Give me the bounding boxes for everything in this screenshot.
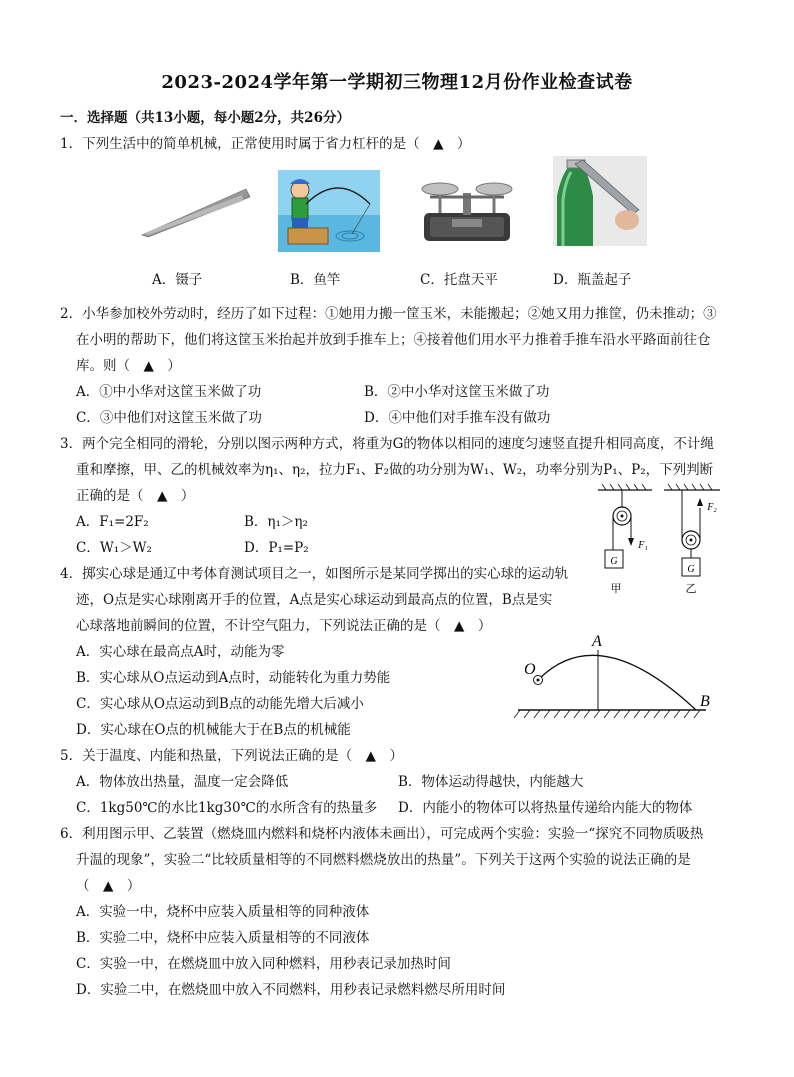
- page-title: 2023-2024学年第一学期初三物理12月份作业检查试卷: [161, 72, 633, 93]
- q5-option-b: B．物体运动得越快，内能越大: [398, 774, 584, 790]
- q2-option-d: D．④中他们对手推车没有做功: [364, 410, 551, 426]
- q3-option-c: C．W₁＞W₂: [76, 540, 152, 556]
- tweezers-image: [138, 185, 252, 241]
- q3-option-b: B．η₁＞η₂: [244, 514, 308, 530]
- q1-option-a: A．镊子: [152, 272, 203, 288]
- question-3-line-1: 3．两个完全相同的滑轮，分别以图示两种方式，将重为G的物体以相同的速度匀速竖直提升相同高度，不计绳: [60, 436, 714, 452]
- question-4-line-1: 4．掷实心球是通辽中考体育测试项目之一，如图所示是某同学掷出的实心球的运动轨: [60, 566, 569, 582]
- q2-option-b: B．②中小华对这筐玉米做了功: [364, 384, 550, 400]
- g-label-2: G: [687, 564, 695, 575]
- q3-option-d: D．P₁=P₂: [244, 540, 309, 556]
- question-1-stem: 1．下列生活中的简单机械，正常使用时属于省力杠杆的是（ ▲ ）: [60, 136, 471, 152]
- f2-label: F₂: [707, 502, 717, 513]
- q6-option-d: D．实验二中，在燃烧皿中放入不同燃料，用秒表记录燃料燃尽所用时间: [76, 982, 506, 998]
- q1-option-b: B．鱼竿: [290, 272, 341, 288]
- q6-option-a: A．实验一中，烧杯中应装入质量相等的同种液体: [76, 904, 370, 920]
- figure-label-yi: 乙: [685, 582, 697, 595]
- point-b-label: B: [700, 693, 710, 710]
- point-a-label: A: [592, 633, 602, 650]
- q1-option-c: C．托盘天平: [420, 272, 498, 288]
- question-3-line-2: 重和摩擦，甲、乙的机械效率为η₁、η₂，拉力F₁、F₂做的功分别为W₁、W₂，功率分别为P₁、P₂，下列判断: [76, 462, 714, 478]
- f1-label: F₁: [638, 540, 648, 551]
- g-label-1: G: [610, 556, 618, 567]
- question-2-line-3: 库。则（ ▲ ）: [76, 358, 181, 374]
- question-5-stem: 5．关于温度、内能和热量，下列说法正确的是（ ▲ ）: [60, 748, 403, 764]
- q2-option-a: A．①中小华对这筐玉米做了功: [76, 384, 262, 400]
- pulley-figure: [596, 484, 726, 598]
- figure-label-jia: 甲: [610, 582, 622, 595]
- q6-option-c: C．实验一中，在燃烧皿中放入同种燃料，用秒表记录加热时间: [76, 956, 451, 972]
- question-6-line-3: （ ▲ ）: [76, 878, 141, 894]
- q4-option-b: B．实心球从O点运动到A点时，动能转化为重力势能: [76, 670, 391, 686]
- question-6-line-2: 升温的现象”，实验二“比较质量相等的不同燃料燃烧放出的热量”。下列关于这两个实验的说法正确的是: [76, 852, 691, 868]
- question-3-line-3: 正确的是（ ▲ ）: [76, 488, 195, 504]
- trajectory-figure: [510, 630, 732, 722]
- q4-option-c: C．实心球从O点运动到B点的动能先增大后减小: [76, 696, 364, 712]
- question-2-line-2: 在小明的帮助下，他们将这筐玉米抬起并放到手推车上；④接着他们用水平力推着手推车沿水平路面前往仓: [76, 332, 711, 348]
- section-heading: 一．选择题（共13小题，每小题2分，共26分）: [60, 110, 350, 126]
- q6-option-b: B．实验二中，烧杯中应装入质量相等的不同液体: [76, 930, 370, 946]
- q1-option-d: D．瓶盖起子: [553, 272, 632, 288]
- q3-option-a: A．F₁=2F₂: [76, 514, 149, 530]
- q5-option-c: C．1kg50℃的水比1kg30℃的水所含有的热量多: [76, 800, 378, 816]
- fishing-rod-image: [278, 170, 380, 252]
- point-o-label: O: [524, 661, 536, 678]
- question-4-line-2: 迹，O点是实心球刚离开手的位置，A点是实心球运动到最高点的位置，B点是实: [76, 592, 553, 608]
- q4-option-a: A．实心球在最高点A时，动能为零: [76, 644, 285, 660]
- question-4-line-3: 心球落地前瞬间的位置，不计空气阻力，下列说法正确的是（ ▲ ）: [76, 618, 492, 634]
- balance-scale-image: [418, 175, 516, 245]
- q4-option-d: D．实心球在O点的机械能大于在B点的机械能: [76, 722, 351, 738]
- q5-option-a: A．物体放出热量，温度一定会降低: [76, 774, 289, 790]
- bottle-opener-image: [553, 156, 647, 246]
- q5-option-d: D．内能小的物体可以将热量传递给内能大的物体: [398, 800, 693, 816]
- question-6-line-1: 6．利用图示甲、乙装置（燃烧皿内燃料和烧杯内液体未画出），可完成两个实验：实验一“探究不同物质吸热: [60, 826, 704, 842]
- question-2-line-1: 2．小华参加校外劳动时，经历了如下过程：①她用力搬一筐玉米，未能搬起；②她又用力推筐，仍未推动；③: [60, 306, 717, 322]
- q2-option-c: C．③中他们对这筐玉米做了功: [76, 410, 262, 426]
